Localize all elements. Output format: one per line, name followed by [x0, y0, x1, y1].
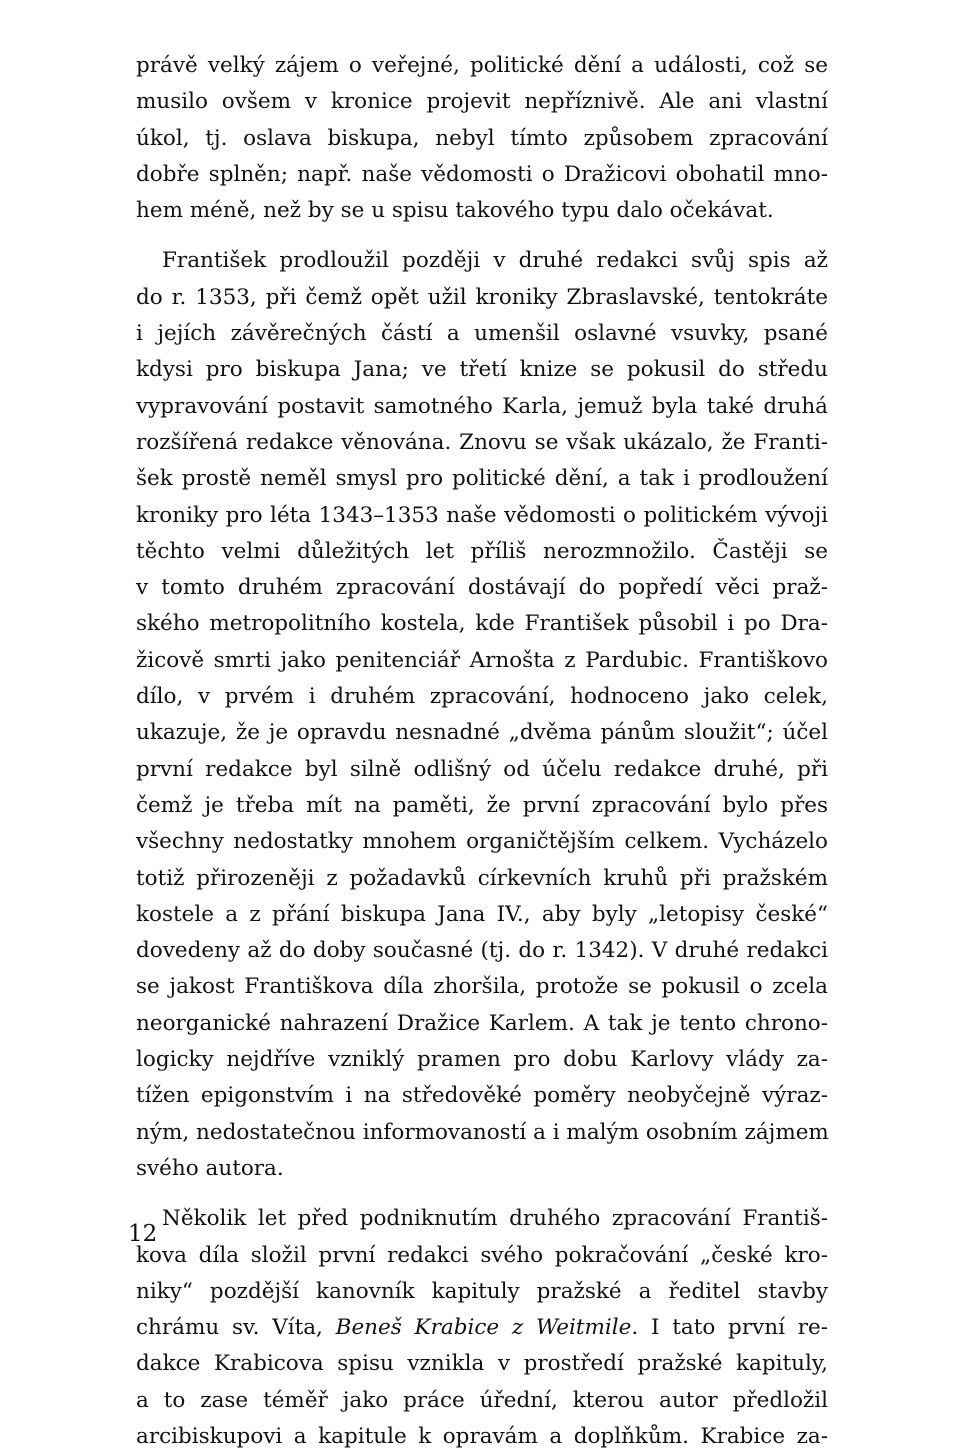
text-line: musilo ovšem v kronice projevit nepříznivě. Ale ani vlastní [136, 89, 828, 115]
text-line: v tomto druhém zpracování dostávají do popředí věci praž- [136, 575, 828, 601]
text-line: ným, nedostatečnou informovaností a i malým osobním zájmem [136, 1119, 829, 1145]
text-segment: chrámu sv. Víta, [136, 1315, 336, 1341]
text-line: právě velký zájem o veřejné, politické dění a události, což se [136, 53, 828, 78]
paragraph-2 [136, 243, 828, 1187]
page-number: 12 [128, 1221, 158, 1247]
text-line: do r. 1353, při čemž opět užil kroniky Zbraslavské, tentokráte [136, 284, 828, 310]
text-line: dovedeny až do doby současné (tj. do r. 1342). V druhé redakci [136, 938, 828, 964]
text-line: ského metropolitního kostela, kde František působil i po Dra- [136, 611, 828, 637]
paragraph-gap [136, 229, 828, 243]
text-line: kostele a z přání biskupa Jana IV., aby byly „letopisy české“ [136, 901, 828, 927]
text-line: vypravování postavit samotného Karla, jemuž byla také druhá [136, 393, 828, 419]
text-line: se jakost Františkova díla zhoršila, protože se pokusil o zcela [136, 974, 828, 1000]
text-segment: . I tato první re- [631, 1315, 828, 1341]
paragraph-1 [136, 48, 828, 229]
text-line: a to zase téměř jako práce úřední, kterou autor předložil [136, 1387, 828, 1413]
paragraph-gap [136, 1187, 828, 1201]
text-line: i jejích závěrečných částí a umenšil oslavné vsuvky, psané [136, 321, 828, 347]
text-body [136, 48, 828, 1455]
text-line: ukazuje, že je opravdu nesnadné „dvěma pánům sloužit“; účel [136, 720, 828, 746]
text-line: úkol, tj. oslava biskupa, nebyl tímto způsobem zpracování [136, 125, 828, 151]
paragraph-3 [136, 1201, 828, 1455]
text-line: logicky nejdříve vzniklý pramen pro dobu Karlovy vlády za- [136, 1047, 828, 1073]
text-line: první redakce byl silně odlišný od účelu redakce druhé, při [136, 756, 828, 782]
text-line: kova díla složil první redakci svého pokračování „české kro- [136, 1242, 828, 1268]
author-name: Beneš Krabice z Weitmile [335, 1315, 632, 1341]
text-line: tížen epigonstvím i na středověké poměry neobyčejně výraz- [136, 1083, 828, 1109]
text-line: neorganické nahrazení Dražice Karlem. A tak je tento chrono- [136, 1010, 828, 1036]
text-line: dobře splněn; např. naše vědomosti o Dražicovi obohatil mno- [136, 161, 828, 187]
text-line: Několik let před podniknutím druhého zpracování Františ- [162, 1206, 828, 1232]
text-line: všechny nedostatky mnohem organičtějším celkem. Vycházelo [136, 829, 828, 855]
text-line: dílo, v prvém i druhém zpracování, hodnoceno jako celek, [136, 684, 828, 710]
text-line: hem méně, než by se u spisu takového typu dalo očekávat. [136, 198, 774, 224]
text-line: dakce Krabicova spisu vznikla v prostředí pražské kapituly, [136, 1351, 828, 1377]
text-line: niky“ pozdější kanovník kapituly pražské a ředitel stavby [136, 1278, 828, 1304]
text-line: těchto velmi důležitých let příliš nerozmnožilo. Častěji se [136, 538, 828, 564]
text-line: totiž přirozeněji z požadavků církevních kruhů při pražském [136, 865, 828, 891]
text-line: šek prostě neměl smysl pro politické dění, a tak i prodloužení [136, 466, 828, 492]
text-line: kroniky pro léta 1343–1353 naše vědomosti o politickém vývoji [136, 502, 828, 528]
text-line: kdysi pro biskupa Jana; ve třetí knize se pokusil do středu [136, 357, 828, 383]
text-line: rozšířená redakce věnována. Znovu se však ukázalo, že Franti- [136, 429, 828, 455]
text-line: arcibiskupovi a kapitule k opravám a doplňkům. Krabice za- [136, 1423, 828, 1449]
text-line: čemž je třeba mít na paměti, že první zpracování bylo přes [136, 792, 828, 818]
text-line: žicově smrti jako penitenciář Arnošta z Pardubic. Františkovo [136, 647, 828, 673]
text-line: svého autora. [136, 1155, 284, 1181]
text-line: František prodloužil později v druhé redakci svůj spis až [162, 248, 828, 274]
text-line-with-author [136, 1310, 828, 1346]
